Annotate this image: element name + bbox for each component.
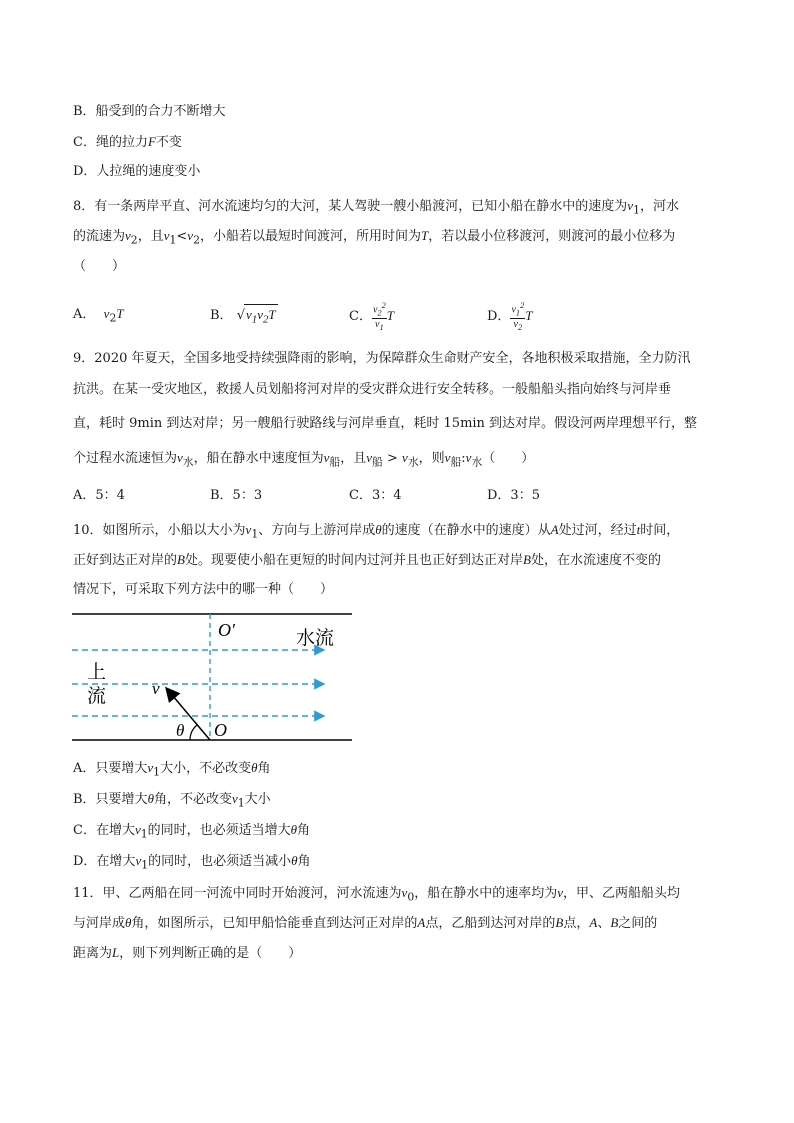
q8-option-d: D． $\frac{v_1^2}{v_2}$ T bbox=[487, 301, 533, 333]
label-upstream-1: 上 bbox=[87, 661, 107, 683]
label-upstream-2: 流 bbox=[87, 685, 107, 707]
label-o: O bbox=[214, 720, 227, 740]
q9-stem-line4: 个过程水流速恒为$v_水$，船在静水中速度恒为$v_船$，且$v_船 > v_水$，则$v_船:v_水$（ ） bbox=[73, 450, 535, 469]
q11-stem-line3: 距离为L，则下列判断正确的是（ ） bbox=[73, 945, 302, 961]
q10-option-d: D．在增大$v_1$的同时，也必须适当减小θ角 bbox=[73, 853, 311, 872]
q8-answer-paren: （ ） bbox=[73, 259, 126, 274]
q7-option-c: C．绳的拉力F不变 bbox=[73, 134, 182, 150]
q10-option-b: B．只要增大θ角，不必改变$v_1$大小 bbox=[73, 791, 271, 810]
q9-option-a: A．5：4 bbox=[73, 488, 125, 503]
q8-stem-line1: 8．有一条两岸平直、河水流速均匀的大河，某人驾驶一艘小船渡河，已知小船在静水中的速度为$v_1$，河水 bbox=[73, 198, 679, 217]
q8-option-a: A． $v_2T$ bbox=[73, 306, 124, 325]
fraction: $\frac{v_1^2}{v_2}$ bbox=[511, 301, 525, 333]
q10-option-a: A．只要增大$v_1$大小，不必改变θ角 bbox=[73, 760, 271, 779]
q11-stem-line2: 与河岸成θ角，如图所示，已知甲船恰能垂直到达河正对岸的A点，乙船到达河对岸的B点，A、B之间的 bbox=[73, 915, 658, 931]
fraction: $\frac{v_2^2}{v_1}$ bbox=[372, 301, 386, 333]
q10-option-c: C．在增大$v_1$的同时，也必须适当增大θ角 bbox=[73, 822, 311, 841]
q7-option-d: D．人拉绳的速度变小 bbox=[73, 164, 201, 179]
q9-stem-line3: 直，耗时 9min 到达对岸；另一艘船行驶路线与河岸垂直，耗时 15min 到达对岸。假设河两岸理想平行，整 bbox=[73, 416, 698, 431]
q8-option-b: B． $√v_1v_2T$ bbox=[210, 304, 278, 330]
river-diagram bbox=[72, 606, 354, 746]
q9-stem-line2: 抗洪。在某一受灾地区，救援人员划船将河对岸的受灾群众进行安全转移。一般船船头指向始终与河岸垂 bbox=[73, 382, 672, 397]
q7-option-b: B．船受到的合力不断增大 bbox=[73, 104, 226, 119]
label-theta: θ bbox=[176, 721, 185, 740]
theta-arc bbox=[190, 725, 197, 740]
label-o-prime: O′ bbox=[218, 620, 235, 640]
q11-stem-line1: 11．甲、乙两船在同一河流中同时开始渡河，河水流速为$v_0$，船在静水中的速率均为v，甲、乙两船船头均 bbox=[73, 885, 681, 904]
sqrt-icon: √ bbox=[236, 308, 245, 323]
q9-option-d: D．3：5 bbox=[487, 488, 540, 503]
velocity-vector bbox=[167, 689, 210, 740]
q10-stem-line3: 情况下，可采取下列方法中的哪一种（ ） bbox=[73, 582, 334, 597]
label-v: v bbox=[152, 679, 160, 698]
q9-option-b: B．5：3 bbox=[210, 488, 263, 503]
label-water-flow: 水流 bbox=[296, 627, 335, 649]
q9-option-c: C．3：4 bbox=[349, 488, 402, 503]
q10-stem-line1: 10．如图所示，小船以大小为$v_1$、方向与上游河岸成θ的速度（在静水中的速度）从A处过河，经过t时间， bbox=[73, 522, 680, 541]
q9-stem-line1: 9．2020 年夏天，全国多地受持续强降雨的影响，为保障群众生命财产安全，各地积极采取措施，全力防汛 bbox=[73, 351, 691, 366]
q10-stem-line2: 正好到达正对岸的B处。现要使小船在更短的时间内过河并且也正好到达正对岸B处，在水流速度不变的 bbox=[73, 552, 661, 568]
q8-stem-line2: 的流速为$v_2$，且$v_1<v_2$，小船若以最短时间渡河，所用时间为T，若以最小位移渡河，则渡河的最小位移为 bbox=[73, 228, 676, 247]
q8-option-c: C． $\frac{v_2^2}{v_1}$ T bbox=[349, 301, 394, 333]
